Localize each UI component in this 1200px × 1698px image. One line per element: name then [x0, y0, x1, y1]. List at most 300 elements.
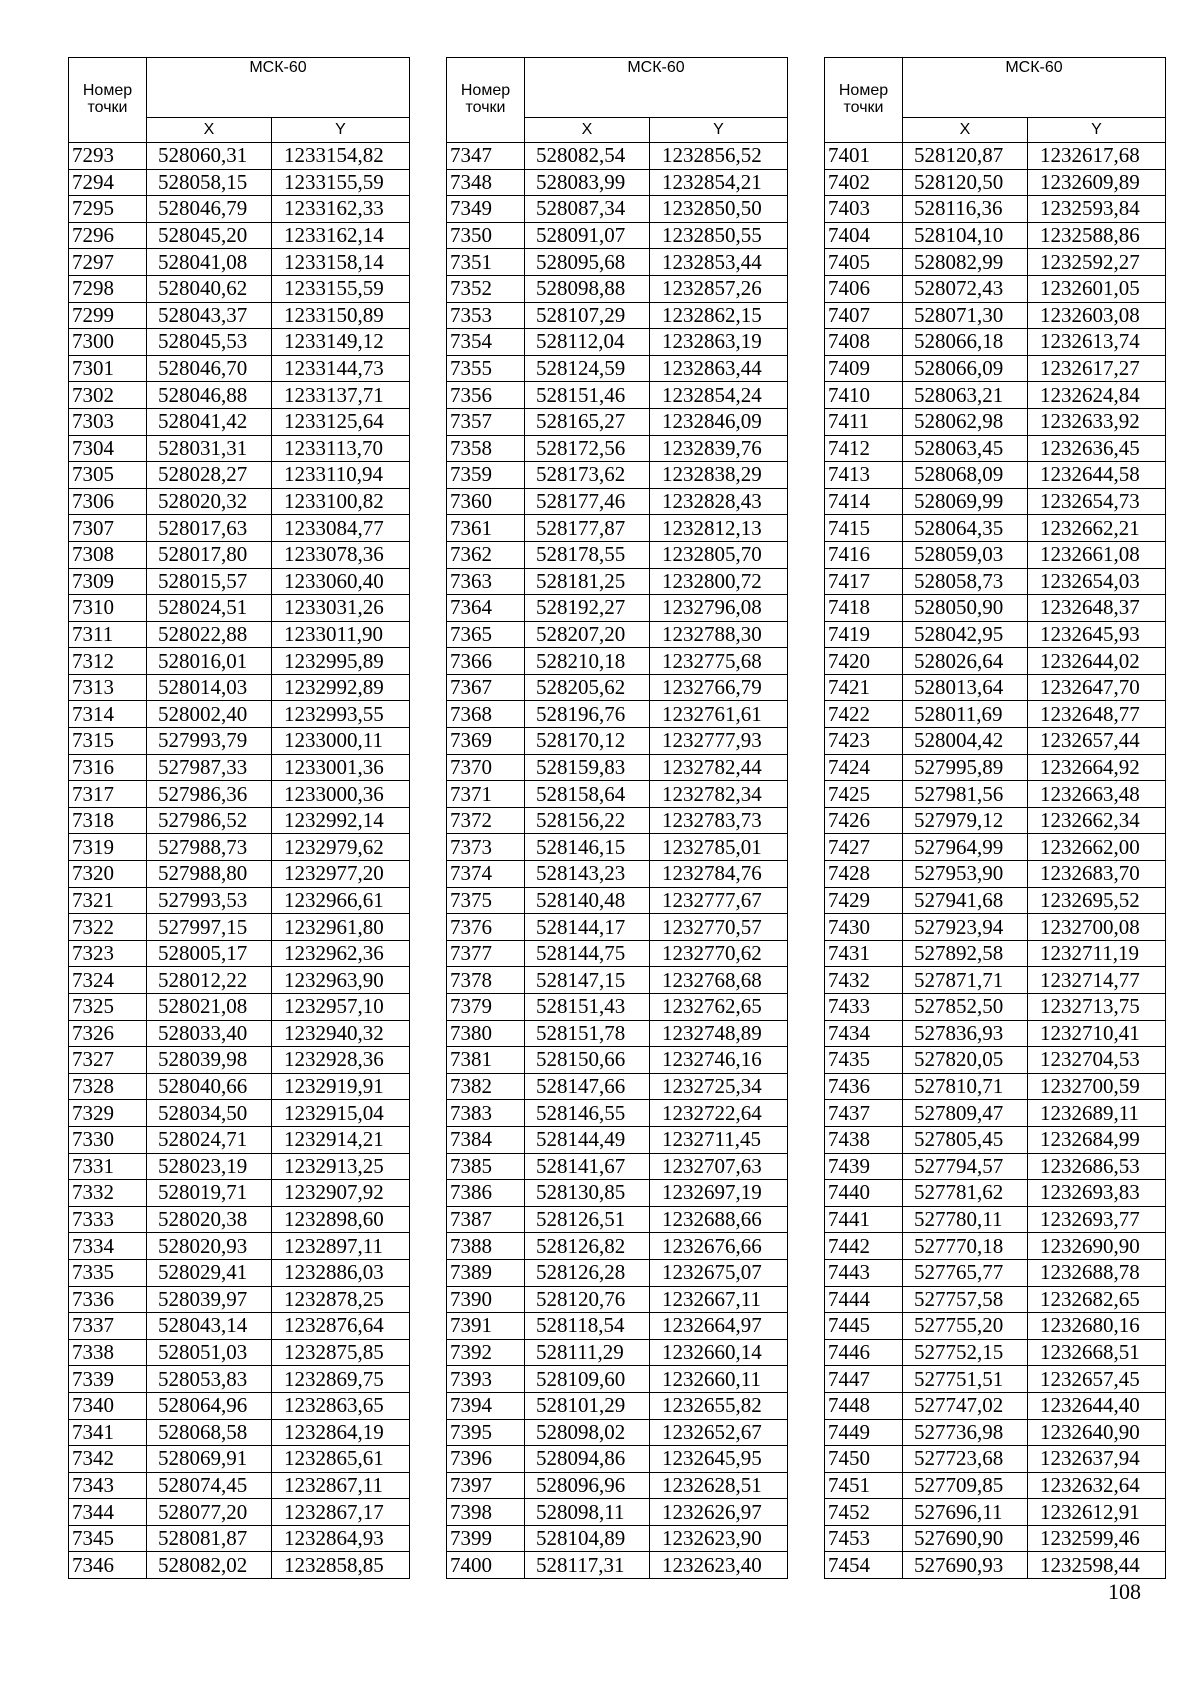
table-row	[825, 355, 1166, 382]
y-coordinate-cell: 1232588,86	[1028, 222, 1166, 249]
y-coordinate-cell: 1232746,16	[650, 1047, 788, 1074]
table-row	[69, 701, 410, 728]
table-row	[447, 1259, 788, 1286]
point-number-cell: 7347	[447, 143, 525, 170]
coordinate-system-header: МСК-60	[147, 58, 410, 118]
y-coordinate-cell: 1232898,60	[272, 1206, 410, 1233]
table-row	[825, 1499, 1166, 1526]
table-row	[69, 302, 410, 329]
table-row	[825, 222, 1166, 249]
y-coordinate-cell: 1232662,34	[1028, 807, 1166, 834]
point-number-cell: 7391	[447, 1313, 525, 1340]
x-coordinate-cell: 527981,56	[903, 781, 1028, 808]
point-number-cell: 7393	[447, 1366, 525, 1393]
point-number-cell: 7329	[69, 1100, 147, 1127]
y-coordinate-cell: 1232992,89	[272, 674, 410, 701]
point-number-cell: 7320	[69, 861, 147, 888]
table-row	[447, 994, 788, 1021]
table-row	[447, 1313, 788, 1340]
x-coordinate-cell: 528126,28	[525, 1259, 650, 1286]
point-number-cell: 7363	[447, 568, 525, 595]
point-number-cell: 7301	[69, 355, 147, 382]
x-coordinate-cell: 528041,08	[147, 249, 272, 276]
x-coordinate-cell: 528039,97	[147, 1286, 272, 1313]
table-row	[69, 967, 410, 994]
y-coordinate-cell: 1232663,48	[1028, 781, 1166, 808]
point-number-cell: 7293	[69, 143, 147, 170]
table-row	[825, 1153, 1166, 1180]
table-row	[825, 1126, 1166, 1153]
x-coordinate-cell: 528046,70	[147, 355, 272, 382]
table-row	[69, 382, 410, 409]
x-coordinate-cell: 528043,14	[147, 1313, 272, 1340]
point-number-cell: 7365	[447, 621, 525, 648]
table-row	[69, 1100, 410, 1127]
y-coordinate-cell: 1232977,20	[272, 861, 410, 888]
table-row	[69, 541, 410, 568]
point-number-cell: 7431	[825, 940, 903, 967]
table-row	[447, 781, 788, 808]
y-coordinate-cell: 1232704,53	[1028, 1047, 1166, 1074]
x-coordinate-cell: 528069,91	[147, 1446, 272, 1473]
table-row	[447, 1100, 788, 1127]
y-coordinate-cell: 1232645,95	[650, 1446, 788, 1473]
table-row	[447, 1180, 788, 1207]
x-coordinate-cell: 528094,86	[525, 1446, 650, 1473]
x-coordinate-cell: 528177,46	[525, 488, 650, 515]
y-coordinate-cell: 1232626,97	[650, 1499, 788, 1526]
table-row	[69, 1047, 410, 1074]
table-row	[69, 169, 410, 196]
x-coordinate-cell: 528095,68	[525, 249, 650, 276]
x-coordinate-cell: 528112,04	[525, 329, 650, 356]
x-coordinate-cell: 528120,50	[903, 169, 1028, 196]
point-number-cell: 7413	[825, 462, 903, 489]
table-row	[69, 861, 410, 888]
point-number-cell: 7303	[69, 408, 147, 435]
y-coordinate-cell: 1232697,19	[650, 1180, 788, 1207]
x-column-header: X	[903, 118, 1028, 143]
y-coordinate-cell: 1232770,62	[650, 940, 788, 967]
point-number-cell: 7334	[69, 1233, 147, 1260]
x-coordinate-cell: 528012,22	[147, 967, 272, 994]
point-number-cell: 7359	[447, 462, 525, 489]
y-coordinate-cell: 1232644,02	[1028, 648, 1166, 675]
table-row	[447, 169, 788, 196]
y-coordinate-cell: 1232637,94	[1028, 1446, 1166, 1473]
y-coordinate-cell: 1232993,55	[272, 701, 410, 728]
point-number-cell: 7442	[825, 1233, 903, 1260]
point-number-cell: 7296	[69, 222, 147, 249]
y-coordinate-cell: 1232762,65	[650, 994, 788, 1021]
table-row	[447, 595, 788, 622]
table-row	[825, 621, 1166, 648]
x-coordinate-cell: 527997,15	[147, 914, 272, 941]
table-row	[447, 515, 788, 542]
y-coordinate-cell: 1232695,52	[1028, 887, 1166, 914]
point-number-cell: 7377	[447, 940, 525, 967]
point-number-cell: 7375	[447, 887, 525, 914]
y-coordinate-cell: 1233000,36	[272, 781, 410, 808]
point-number-cell: 7410	[825, 382, 903, 409]
x-coordinate-cell: 528020,93	[147, 1233, 272, 1260]
x-coordinate-cell: 528165,27	[525, 408, 650, 435]
table-row	[825, 887, 1166, 914]
x-coordinate-cell: 528045,53	[147, 329, 272, 356]
table-row	[69, 887, 410, 914]
table-row	[825, 143, 1166, 170]
y-coordinate-cell: 1232867,11	[272, 1472, 410, 1499]
y-coordinate-cell: 1232711,45	[650, 1126, 788, 1153]
x-coordinate-cell: 527923,94	[903, 914, 1028, 941]
y-coordinate-cell: 1233144,73	[272, 355, 410, 382]
point-number-cell: 7434	[825, 1020, 903, 1047]
y-coordinate-cell: 1232875,85	[272, 1339, 410, 1366]
point-number-cell: 7419	[825, 621, 903, 648]
x-column-header: X	[525, 118, 650, 143]
x-coordinate-cell: 528141,67	[525, 1153, 650, 1180]
x-coordinate-cell: 528017,80	[147, 541, 272, 568]
point-number-cell: 7420	[825, 648, 903, 675]
point-number-cell: 7350	[447, 222, 525, 249]
point-number-cell: 7453	[825, 1525, 903, 1552]
table-row	[825, 1180, 1166, 1207]
table-row	[69, 568, 410, 595]
table-row	[69, 1233, 410, 1260]
coordinate-system-header: МСК-60	[525, 58, 788, 118]
point-number-cell: 7331	[69, 1153, 147, 1180]
point-number-cell: 7322	[69, 914, 147, 941]
y-coordinate-cell: 1232647,70	[1028, 674, 1166, 701]
point-number-cell: 7300	[69, 329, 147, 356]
y-coordinate-cell: 1232664,92	[1028, 754, 1166, 781]
table-row	[825, 302, 1166, 329]
table-row	[825, 1100, 1166, 1127]
table-row	[447, 1126, 788, 1153]
y-coordinate-cell: 1232592,27	[1028, 249, 1166, 276]
point-number-cell: 7418	[825, 595, 903, 622]
point-number-cell: 7370	[447, 754, 525, 781]
y-coordinate-cell: 1233162,14	[272, 222, 410, 249]
y-coordinate-cell: 1232783,73	[650, 807, 788, 834]
point-number-cell: 7439	[825, 1153, 903, 1180]
y-coordinate-cell: 1232854,21	[650, 169, 788, 196]
x-coordinate-cell: 527747,02	[903, 1392, 1028, 1419]
x-coordinate-cell: 527751,51	[903, 1366, 1028, 1393]
point-number-cell: 7364	[447, 595, 525, 622]
point-number-cell: 7451	[825, 1472, 903, 1499]
table-row	[69, 1525, 410, 1552]
y-coordinate-cell: 1232878,25	[272, 1286, 410, 1313]
table-row	[69, 1499, 410, 1526]
table-row	[825, 488, 1166, 515]
x-coordinate-cell: 527995,89	[903, 754, 1028, 781]
y-coordinate-cell: 1233155,59	[272, 169, 410, 196]
y-coordinate-cell: 1232680,16	[1028, 1313, 1166, 1340]
x-coordinate-cell: 528147,15	[525, 967, 650, 994]
table-row	[447, 435, 788, 462]
point-number-cell: 7355	[447, 355, 525, 382]
x-coordinate-cell: 528046,79	[147, 196, 272, 223]
y-coordinate-cell: 1232853,44	[650, 249, 788, 276]
point-number-cell: 7340	[69, 1392, 147, 1419]
point-number-cell: 7386	[447, 1180, 525, 1207]
y-coordinate-cell: 1232748,89	[650, 1020, 788, 1047]
y-coordinate-cell: 1232770,57	[650, 914, 788, 941]
y-coordinate-cell: 1232688,66	[650, 1206, 788, 1233]
point-number-cell: 7353	[447, 302, 525, 329]
x-coordinate-cell: 528039,98	[147, 1047, 272, 1074]
table-row	[69, 940, 410, 967]
table-row	[69, 1313, 410, 1340]
y-coordinate-cell: 1232654,73	[1028, 488, 1166, 515]
table-row	[825, 249, 1166, 276]
y-coordinate-cell: 1232662,00	[1028, 834, 1166, 861]
table-row	[447, 1525, 788, 1552]
table-row	[825, 462, 1166, 489]
x-coordinate-cell: 527805,45	[903, 1126, 1028, 1153]
x-coordinate-cell: 528146,15	[525, 834, 650, 861]
table-row	[69, 1419, 410, 1446]
y-coordinate-cell: 1232700,08	[1028, 914, 1166, 941]
point-number-cell: 7321	[69, 887, 147, 914]
y-coordinate-cell: 1232777,93	[650, 728, 788, 755]
point-number-cell: 7357	[447, 408, 525, 435]
y-coordinate-cell: 1232713,75	[1028, 994, 1166, 1021]
point-number-cell: 7449	[825, 1419, 903, 1446]
point-number-cell: 7415	[825, 515, 903, 542]
x-coordinate-cell: 527810,71	[903, 1073, 1028, 1100]
y-coordinate-cell: 1233100,82	[272, 488, 410, 515]
x-coordinate-cell: 528046,88	[147, 382, 272, 409]
table-row	[825, 807, 1166, 834]
y-coordinate-cell: 1232876,64	[272, 1313, 410, 1340]
table-row	[825, 1233, 1166, 1260]
x-coordinate-cell: 528020,32	[147, 488, 272, 515]
point-number-cell: 7435	[825, 1047, 903, 1074]
y-coordinate-cell: 1232800,72	[650, 568, 788, 595]
point-number-cell: 7369	[447, 728, 525, 755]
point-number-cell: 7444	[825, 1286, 903, 1313]
x-coordinate-cell: 528068,58	[147, 1419, 272, 1446]
x-coordinate-cell: 528159,83	[525, 754, 650, 781]
point-number-cell: 7433	[825, 994, 903, 1021]
point-number-cell: 7443	[825, 1259, 903, 1286]
table-row	[447, 249, 788, 276]
x-coordinate-cell: 527780,11	[903, 1206, 1028, 1233]
point-number-cell: 7405	[825, 249, 903, 276]
table-row	[825, 1073, 1166, 1100]
y-coordinate-cell: 1233110,94	[272, 462, 410, 489]
x-coordinate-cell: 528120,87	[903, 143, 1028, 170]
y-coordinate-cell: 1232686,53	[1028, 1153, 1166, 1180]
y-coordinate-cell: 1232633,92	[1028, 408, 1166, 435]
x-coordinate-cell: 527979,12	[903, 807, 1028, 834]
point-number-cell: 7385	[447, 1153, 525, 1180]
table-row	[69, 488, 410, 515]
point-number-cell: 7351	[447, 249, 525, 276]
point-number-cell: 7398	[447, 1499, 525, 1526]
y-coordinate-cell: 1232655,82	[650, 1392, 788, 1419]
x-coordinate-cell: 527941,68	[903, 887, 1028, 914]
y-coordinate-cell: 1232598,44	[1028, 1552, 1166, 1579]
point-number-cell: 7304	[69, 435, 147, 462]
table-row	[825, 1313, 1166, 1340]
x-coordinate-cell: 528074,45	[147, 1472, 272, 1499]
table-row	[69, 249, 410, 276]
x-coordinate-cell: 527752,15	[903, 1339, 1028, 1366]
point-number-cell: 7399	[447, 1525, 525, 1552]
y-coordinate-cell: 1232846,09	[650, 408, 788, 435]
y-coordinate-cell: 1232914,21	[272, 1126, 410, 1153]
x-coordinate-cell: 528098,02	[525, 1419, 650, 1446]
x-coordinate-cell: 528043,37	[147, 302, 272, 329]
point-number-cell: 7373	[447, 834, 525, 861]
x-coordinate-cell: 528143,23	[525, 861, 650, 888]
y-coordinate-cell: 1232707,63	[650, 1153, 788, 1180]
point-number-cell: 7447	[825, 1366, 903, 1393]
table-row	[447, 1020, 788, 1047]
table-row	[69, 1206, 410, 1233]
y-coordinate-cell: 1232688,78	[1028, 1259, 1166, 1286]
x-coordinate-cell: 528151,46	[525, 382, 650, 409]
table-row	[447, 1552, 788, 1579]
table-row	[69, 515, 410, 542]
x-coordinate-cell: 528062,98	[903, 408, 1028, 435]
y-coordinate-cell: 1232957,10	[272, 994, 410, 1021]
table-row	[447, 1339, 788, 1366]
point-number-cell: 7394	[447, 1392, 525, 1419]
point-number-cell: 7425	[825, 781, 903, 808]
x-coordinate-cell: 528060,31	[147, 143, 272, 170]
table-row	[69, 807, 410, 834]
y-coordinate-cell: 1232657,44	[1028, 728, 1166, 755]
table-row	[69, 196, 410, 223]
x-coordinate-cell: 527736,98	[903, 1419, 1028, 1446]
y-coordinate-cell: 1233162,33	[272, 196, 410, 223]
y-coordinate-cell: 1232867,17	[272, 1499, 410, 1526]
table-row	[825, 1047, 1166, 1074]
y-coordinate-cell: 1233113,70	[272, 435, 410, 462]
point-number-cell: 7441	[825, 1206, 903, 1233]
point-number-cell: 7315	[69, 728, 147, 755]
point-number-cell: 7297	[69, 249, 147, 276]
y-coordinate-cell: 1232640,90	[1028, 1419, 1166, 1446]
table-row	[447, 1499, 788, 1526]
y-coordinate-cell: 1232828,43	[650, 488, 788, 515]
table-row	[825, 329, 1166, 356]
point-number-cell: 7360	[447, 488, 525, 515]
x-coordinate-cell: 528104,89	[525, 1525, 650, 1552]
table-row	[69, 1552, 410, 1579]
x-coordinate-cell: 528011,69	[903, 701, 1028, 728]
table-row	[447, 1073, 788, 1100]
table-row	[69, 408, 410, 435]
table-row	[447, 541, 788, 568]
x-coordinate-cell: 528023,19	[147, 1153, 272, 1180]
point-number-cell: 7448	[825, 1392, 903, 1419]
point-number-cell: 7440	[825, 1180, 903, 1207]
point-number-cell: 7306	[69, 488, 147, 515]
y-coordinate-cell: 1232657,45	[1028, 1366, 1166, 1393]
table-row	[447, 940, 788, 967]
x-coordinate-cell: 527709,85	[903, 1472, 1028, 1499]
x-coordinate-cell: 527964,99	[903, 834, 1028, 861]
point-number-cell: 7317	[69, 781, 147, 808]
table-row	[447, 701, 788, 728]
x-coordinate-cell: 528051,03	[147, 1339, 272, 1366]
point-number-cell: 7356	[447, 382, 525, 409]
table-row	[825, 408, 1166, 435]
x-coordinate-cell: 528022,88	[147, 621, 272, 648]
point-number-cell: 7314	[69, 701, 147, 728]
x-column-header: X	[147, 118, 272, 143]
x-coordinate-cell: 527820,05	[903, 1047, 1028, 1074]
x-coordinate-cell: 528124,59	[525, 355, 650, 382]
table-row	[447, 568, 788, 595]
table-row	[825, 754, 1166, 781]
x-coordinate-cell: 528066,09	[903, 355, 1028, 382]
y-column-header: Y	[650, 118, 788, 143]
y-coordinate-cell: 1232675,07	[650, 1259, 788, 1286]
point-number-cell: 7345	[69, 1525, 147, 1552]
x-coordinate-cell: 528098,11	[525, 1499, 650, 1526]
table-row	[825, 834, 1166, 861]
point-number-cell: 7343	[69, 1472, 147, 1499]
table-row	[825, 275, 1166, 302]
coordinates-table-1	[68, 57, 410, 1579]
y-coordinate-cell: 1232864,19	[272, 1419, 410, 1446]
point-number-cell: 7358	[447, 435, 525, 462]
table-row	[825, 1446, 1166, 1473]
point-number-cell: 7309	[69, 568, 147, 595]
point-number-cell: 7316	[69, 754, 147, 781]
y-coordinate-cell: 1232856,52	[650, 143, 788, 170]
x-coordinate-cell: 528082,54	[525, 143, 650, 170]
table-row	[825, 515, 1166, 542]
table-row	[825, 1286, 1166, 1313]
table-row	[447, 408, 788, 435]
point-number-cell: 7323	[69, 940, 147, 967]
y-coordinate-cell: 1232660,14	[650, 1339, 788, 1366]
x-coordinate-cell: 528205,62	[525, 674, 650, 701]
point-number-cell: 7333	[69, 1206, 147, 1233]
y-coordinate-cell: 1232628,51	[650, 1472, 788, 1499]
point-number-cell: 7437	[825, 1100, 903, 1127]
y-coordinate-cell: 1232838,29	[650, 462, 788, 489]
point-number-cell: 7411	[825, 408, 903, 435]
table-row	[69, 1020, 410, 1047]
point-number-cell: 7339	[69, 1366, 147, 1393]
x-coordinate-cell: 528024,71	[147, 1126, 272, 1153]
table-row	[825, 967, 1166, 994]
x-coordinate-cell: 528172,56	[525, 435, 650, 462]
y-coordinate-cell: 1232839,76	[650, 435, 788, 462]
x-coordinate-cell: 528068,09	[903, 462, 1028, 489]
y-coordinate-cell: 1232863,44	[650, 355, 788, 382]
table-row	[825, 382, 1166, 409]
y-column-header: Y	[272, 118, 410, 143]
y-coordinate-cell: 1232624,84	[1028, 382, 1166, 409]
x-coordinate-cell: 528096,96	[525, 1472, 650, 1499]
table-row	[825, 1552, 1166, 1579]
table-row	[825, 1472, 1166, 1499]
x-coordinate-cell: 527986,36	[147, 781, 272, 808]
x-coordinate-cell: 527993,79	[147, 728, 272, 755]
point-number-cell: 7367	[447, 674, 525, 701]
y-coordinate-cell: 1232676,66	[650, 1233, 788, 1260]
table-row	[69, 1126, 410, 1153]
